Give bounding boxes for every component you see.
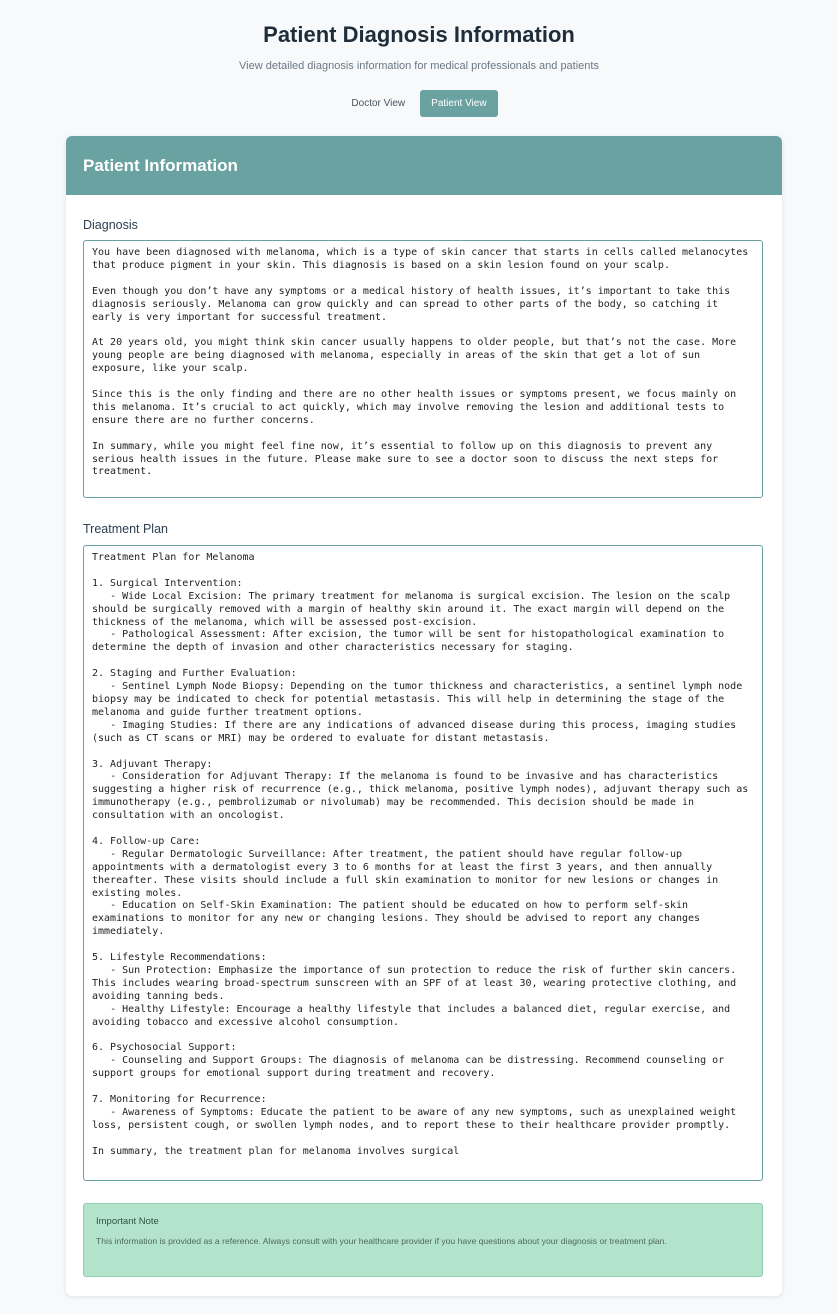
diagnosis-label: Diagnosis <box>83 218 138 232</box>
doctor-view-button[interactable]: Doctor View <box>340 90 416 117</box>
important-note <box>83 1203 763 1277</box>
diagnosis-textarea[interactable] <box>83 240 763 498</box>
card-header: Patient Information <box>66 136 782 195</box>
treatment-plan-label: Treatment Plan <box>83 522 168 536</box>
treatment-plan-textarea[interactable] <box>83 545 763 1181</box>
note-title: Important Note <box>96 1216 159 1227</box>
page-title: Patient Diagnosis Information <box>263 22 575 47</box>
patient-info-card <box>66 136 782 1296</box>
view-toggle <box>0 90 838 118</box>
page-subtitle: View detailed diagnosis information for medical professionals and patients <box>239 60 599 72</box>
patient-view-button[interactable]: Patient View <box>420 90 497 117</box>
note-text: This information is provided as a reference. Always consult with your healthcare provider if you have questions about your diagnosis or treatment plan. <box>96 1236 667 1246</box>
